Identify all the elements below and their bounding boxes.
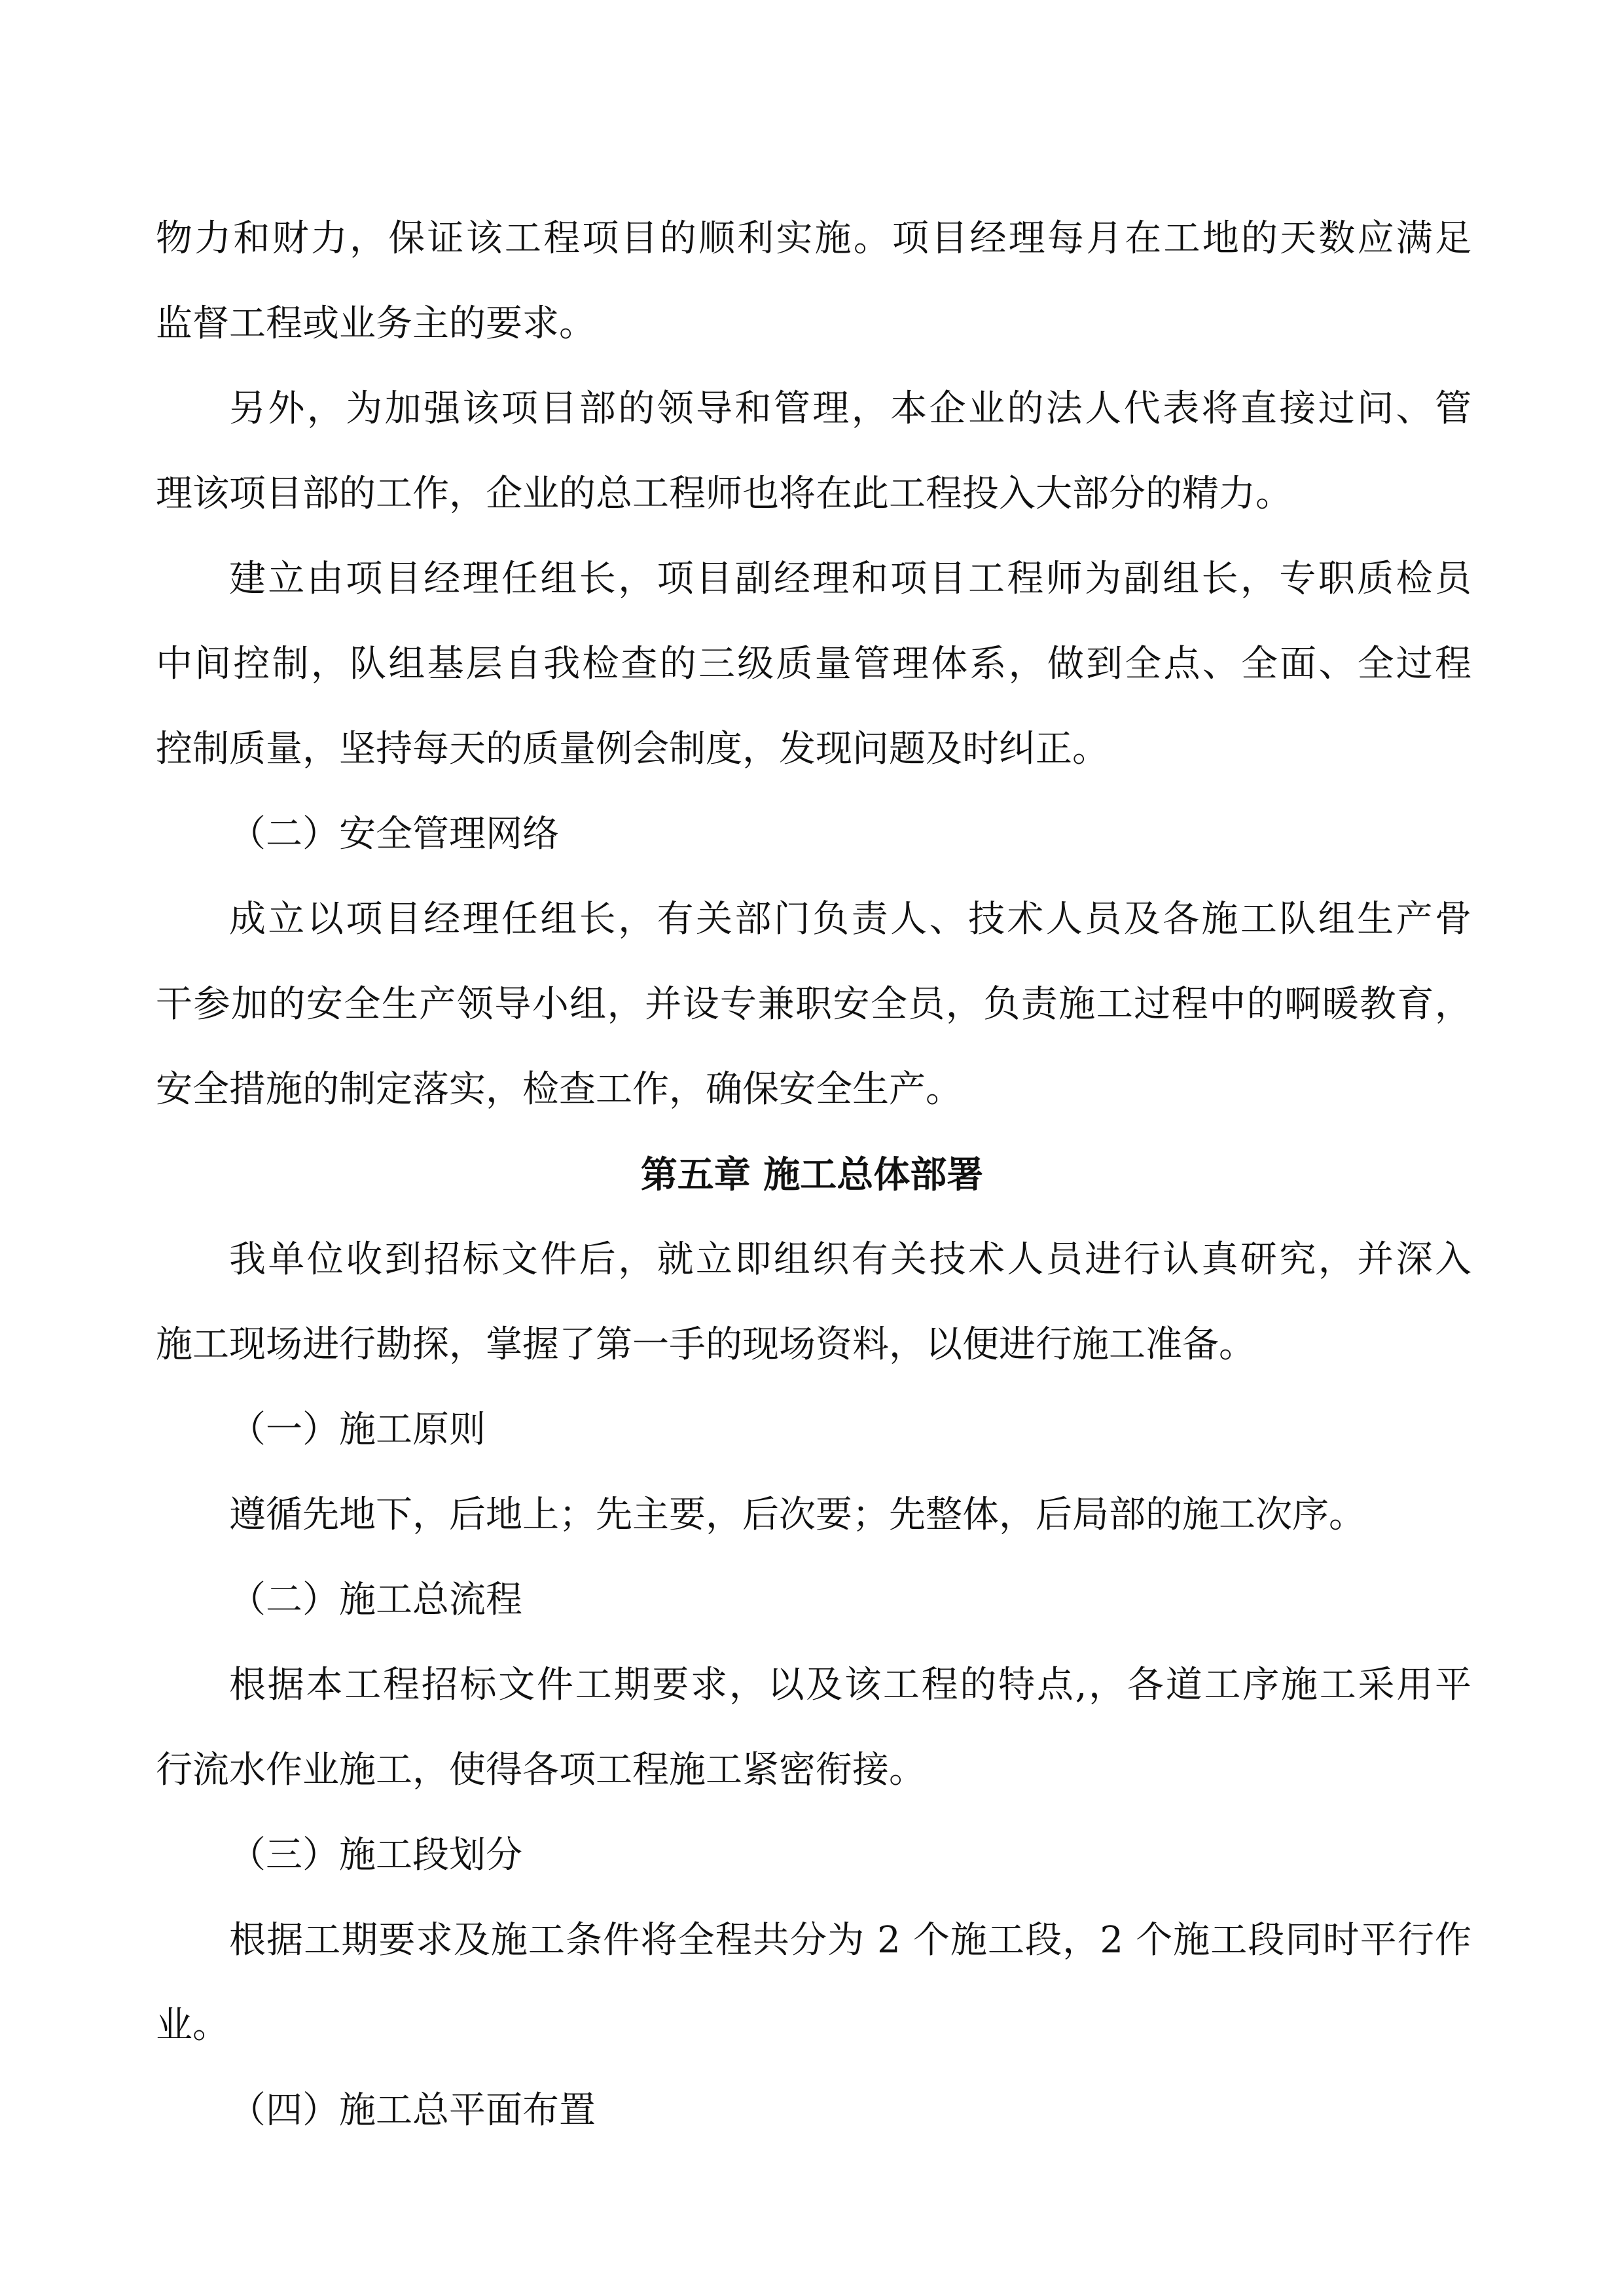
paragraph-line: 施工现场进行勘探，掌握了第一手的现场资料，以便进行施工准备。 — [156, 1323, 1255, 1366]
paragraph-line: 理该项目部的工作，企业的总工程师也将在此工程投入大部分的精力。 — [156, 473, 1292, 515]
paragraph-line: 干参加的安全生产领导小组，并设专兼职安全员，负责施工过程中的啊暖教育， — [156, 983, 1471, 1026]
paragraph-line: 业。 — [156, 2004, 229, 2047]
paragraph-line: 中间控制，队组基层自我检查的三级质量管理体系，做到全点、全面、全过程 — [156, 643, 1471, 685]
paragraph-line: 另外，为加强该项目部的领导和管理，本企业的法人代表将直接过问、管 — [229, 387, 1471, 430]
paragraph-line: 行流水作业施工，使得各项工程施工紧密衔接。 — [156, 1749, 926, 1791]
paragraph-line: 建立由项目经理任组长，项目副经理和项目工程师为副组长，专职质检员 — [229, 558, 1471, 600]
paragraph-line: 遵循先地下，后地上；先主要，后次要；先整体，后局部的施工次序。 — [229, 1494, 1365, 1536]
paragraph-line: 根据工期要求及施工条件将全程共分为 2 个施工段，2 个施工段同时平行作 — [229, 1919, 1471, 1962]
chapter-heading: 第五章 施工总体部署 — [640, 1153, 984, 1196]
paragraph-line: 我单位收到招标文件后，就立即组织有关技术人员进行认真研究，并深入 — [229, 1238, 1471, 1281]
section-subheading: （三）施工段划分 — [229, 1834, 522, 1876]
paragraph-line: 物力和财力，保证该工程项目的顺利实施。项目经理每月在工地的天数应满足 — [156, 217, 1471, 260]
paragraph-line: 安全措施的制定落实，检查工作，确保安全生产。 — [156, 1068, 962, 1111]
paragraph-line: 监督工程或业务主的要求。 — [156, 302, 596, 345]
paragraph-line: 成立以项目经理任组长，有关部门负责人、技术人员及各施工队组生产骨 — [229, 898, 1471, 941]
section-subheading: （二）安全管理网络 — [229, 813, 559, 855]
paragraph-line: 根据本工程招标文件工期要求，以及该工程的特点,，各道工序施工采用平 — [229, 1664, 1471, 1706]
section-subheading: （四）施工总平面布置 — [229, 2089, 596, 2132]
section-subheading: （一）施工原则 — [229, 1408, 486, 1451]
paragraph-line: 控制质量，坚持每天的质量例会制度，发现问题及时纠正。 — [156, 728, 1109, 770]
section-subheading: （二）施工总流程 — [229, 1579, 522, 1621]
